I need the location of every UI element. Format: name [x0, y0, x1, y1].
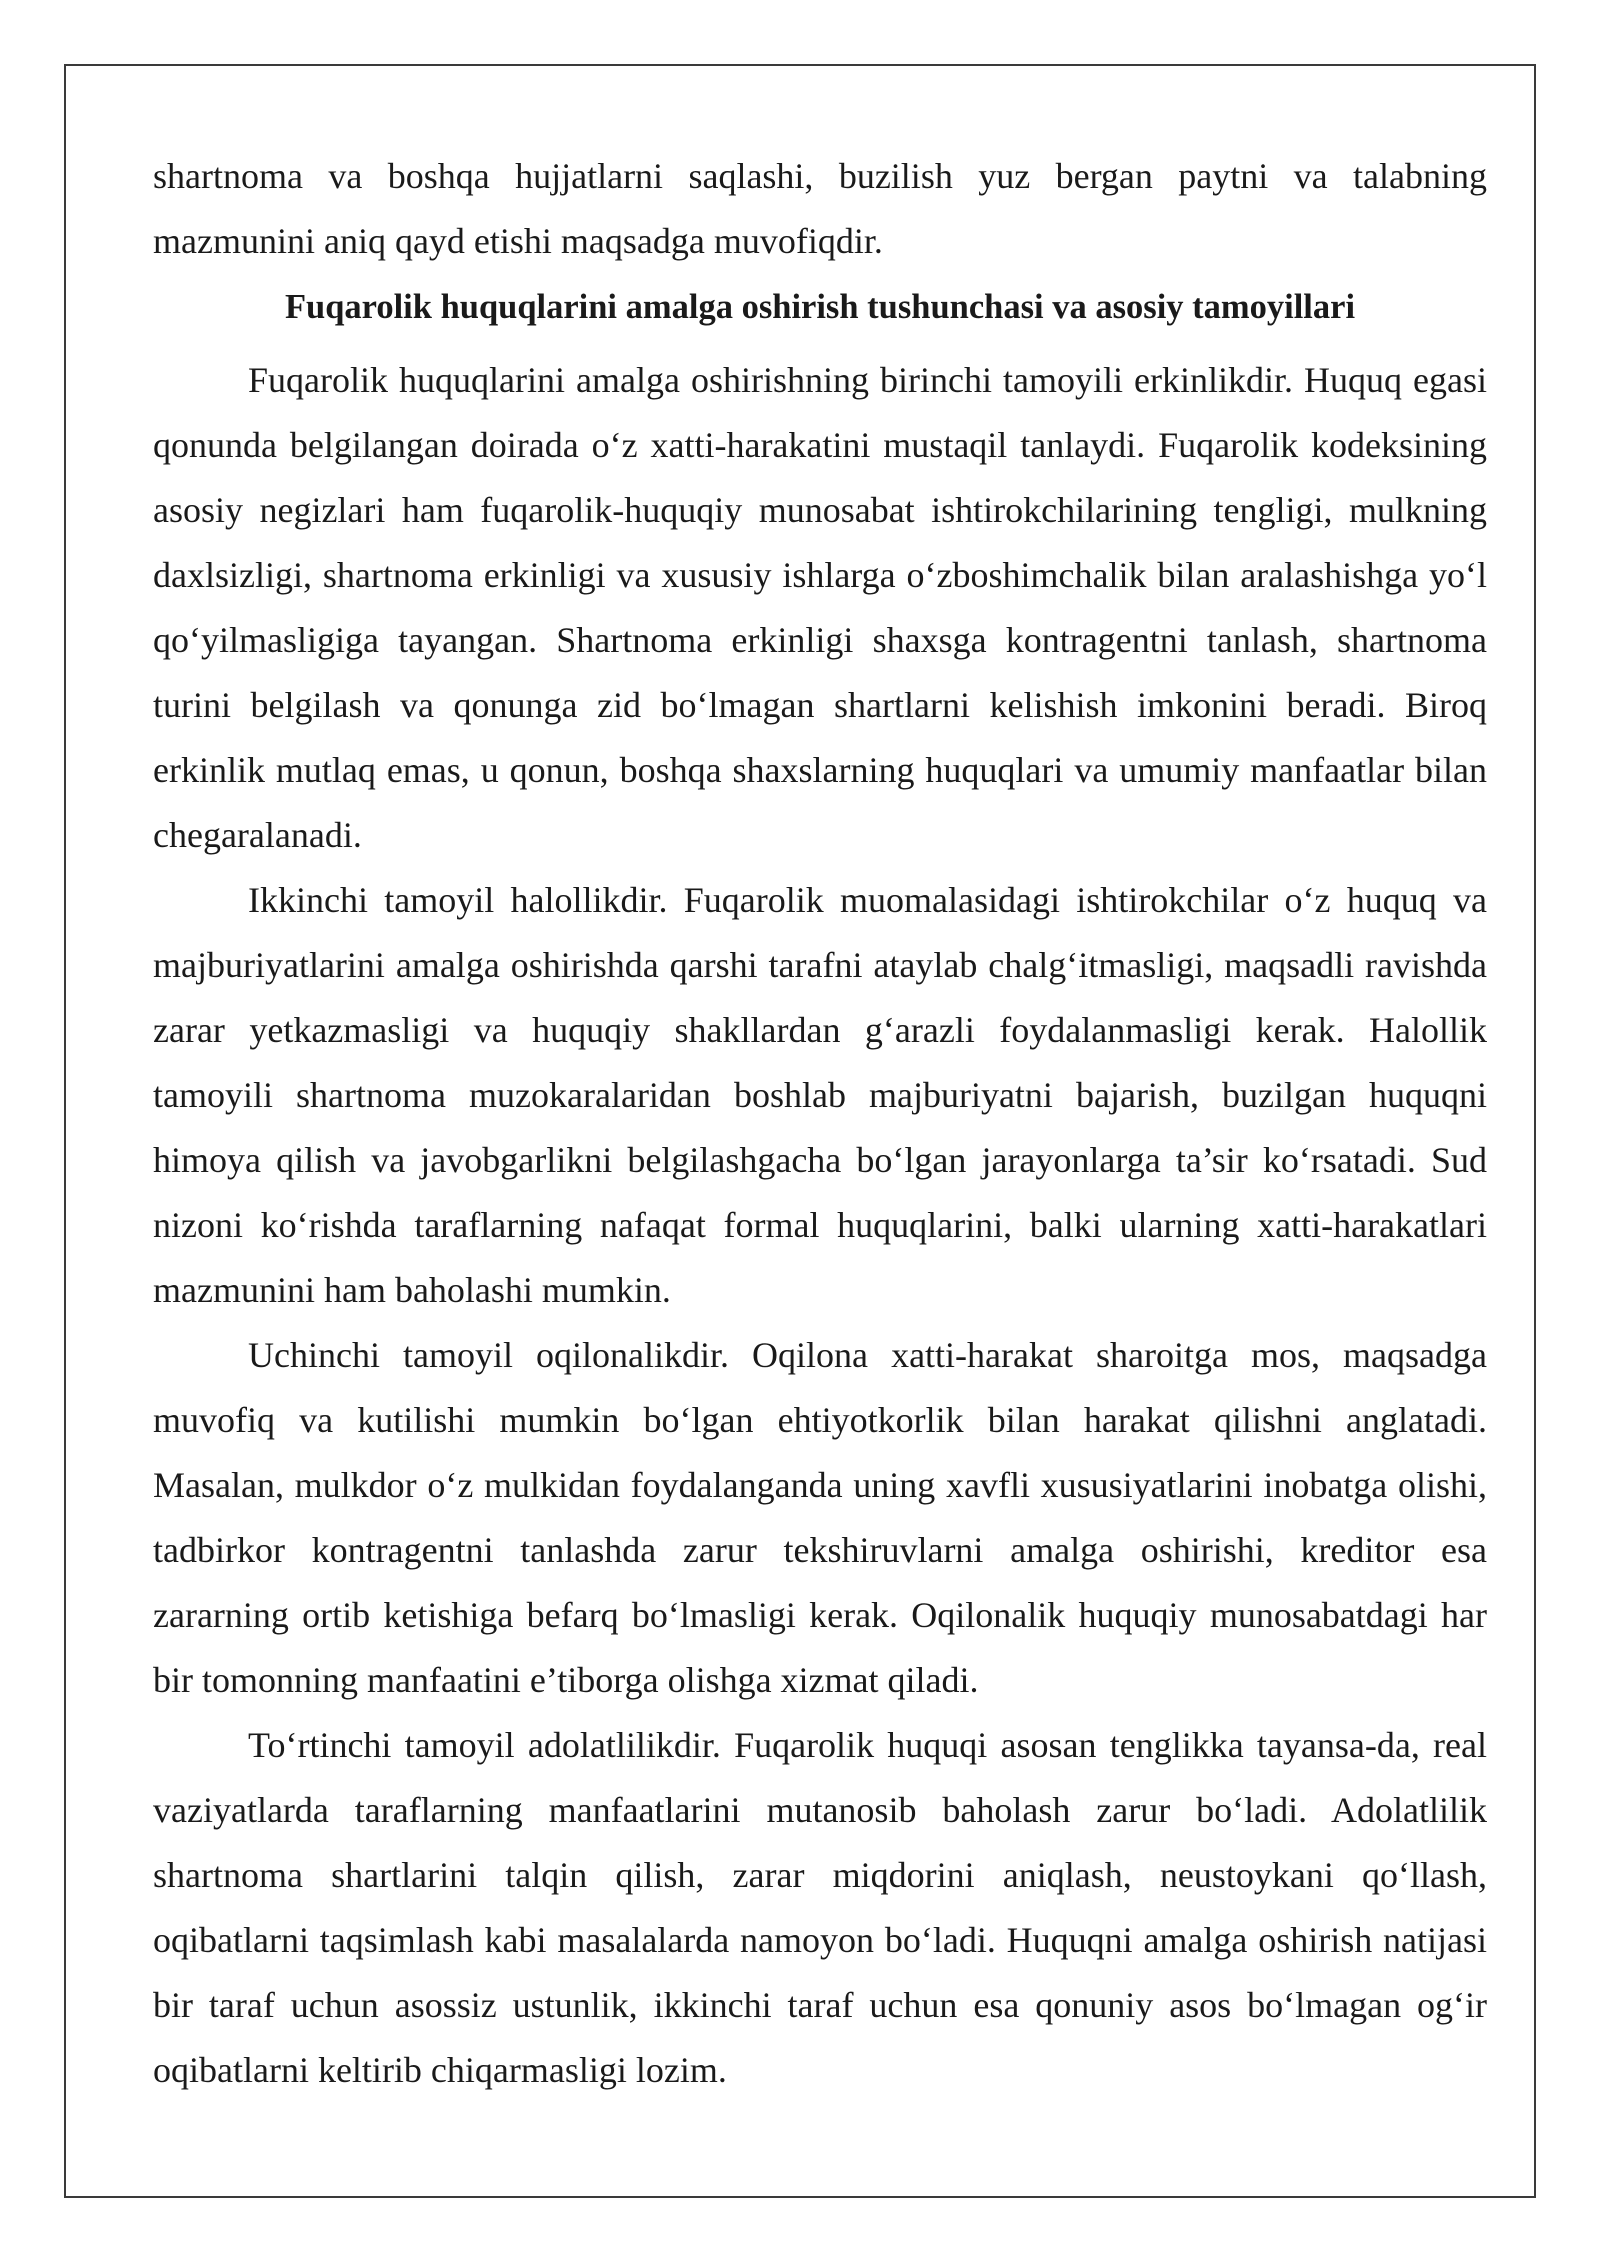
paragraph-honesty: Ikkinchi tamoyil halollikdir. Fuqarolik muomalasidagi ishtirokchilar o‘z huquq va majburiyatlarini amalga oshirishda qarshi tarafni ataylab chalg‘itmasligi, maqsadli ravishda zarar yetkazmasligi va huquqiy shakllardan g‘arazli foydalanmasligi kerak. Halollik tamoyili shartnoma muzokaralaridan boshlab majburiyatni bajarish, buzilgan huquqni himoya qilish va javobgarlikni belgilashgacha bo‘lgan jarayonlarga ta’sir ko‘rsatadi. Sud nizoni ko‘rishda taraflarning nafaqat formal huquqlarini, balki ularning xatti-harakatlari mazmunini ham baholashi mumkin. — [153, 880, 1487, 1310]
paragraph-fairness: To‘rtinchi tamoyil adolatlilikdir. Fuqarolik huquqi asosan tenglikka tayansa-da, real vaziyatlarda taraflarning manfaatlarini mutanosib baholash zarur bo‘ladi. Adolatlilik shartnoma shartlarini talqin qilish, zarar miqdorini aniqlash, neustoykani qo‘llash, oqibatlarni taqsimlash kabi masalalarda namoyon bo‘ladi. Huquqni amalga oshirish natijasi bir taraf uchun asossiz ustunlik, ikkinchi taraf uchun esa qonuniy asos bo‘lmagan og‘ir oqibatlarni keltirib chiqarmasligi lozim. — [153, 1725, 1487, 2090]
paragraph-freedom: Fuqarolik huquqlarini amalga oshirishning birinchi tamoyili erkinlikdir. Huquq egasi qonunda belgilangan doirada o‘z xatti-harakatini mustaqil tanlaydi. Fuqarolik kodeksining asosiy negizlari ham fuqarolik-huquqiy munosabat ishtirokchilarining tengligi, mulkning daxlsizligi, shartnoma erkinligi va xususiy ishlarga o‘zboshimchalik bilan aralashishga yo‘l qo‘yilmasligiga tayangan. Shartnoma erkinligi shaxsga kontragentni tanlash, shartnoma turini belgilash va qonunga zid bo‘lmagan shartlarni kelishish imkonini beradi. Biroq erkinlik mutlaq emas, u qonun, boshqa shaxslarning huquqlari va umumiy manfaatlar bilan chegaralanadi. — [153, 360, 1487, 855]
section-heading: Fuqarolik huquqlarini amalga oshirish tushunchasi va asosiy tamoyillari — [284, 288, 1356, 326]
document-body — [153, 144, 1487, 2103]
paragraph-reasonableness: Uchinchi tamoyil oqilonalikdir. Oqilona xatti-harakat sharoitga mos, maqsadga muvofiq va kutilishi mumkin bo‘lgan ehtiyotkorlik bilan harakat qilishni anglatadi. Masalan, mulkdor o‘z mulkidan foydalanganda uning xavfli xususiyatlarini inobatga olishi, tadbirkor kontragentni tanlashda zarur tekshiruvlarni amalga oshirishi, kreditor esa zararning ortib ketishiga befarq bo‘lmasligi kerak. Oqilonalik huquqiy munosabatdagi har bir tomonning manfaatini e’tiborga olishga xizmat qiladi. — [153, 1335, 1487, 1700]
continuation-paragraph: shartnoma va boshqa hujjatlarni saqlashi, buzilish yuz bergan paytni va talabning mazmunini aniq qayd etishi maqsadga muvofiqdir. — [153, 156, 1487, 261]
